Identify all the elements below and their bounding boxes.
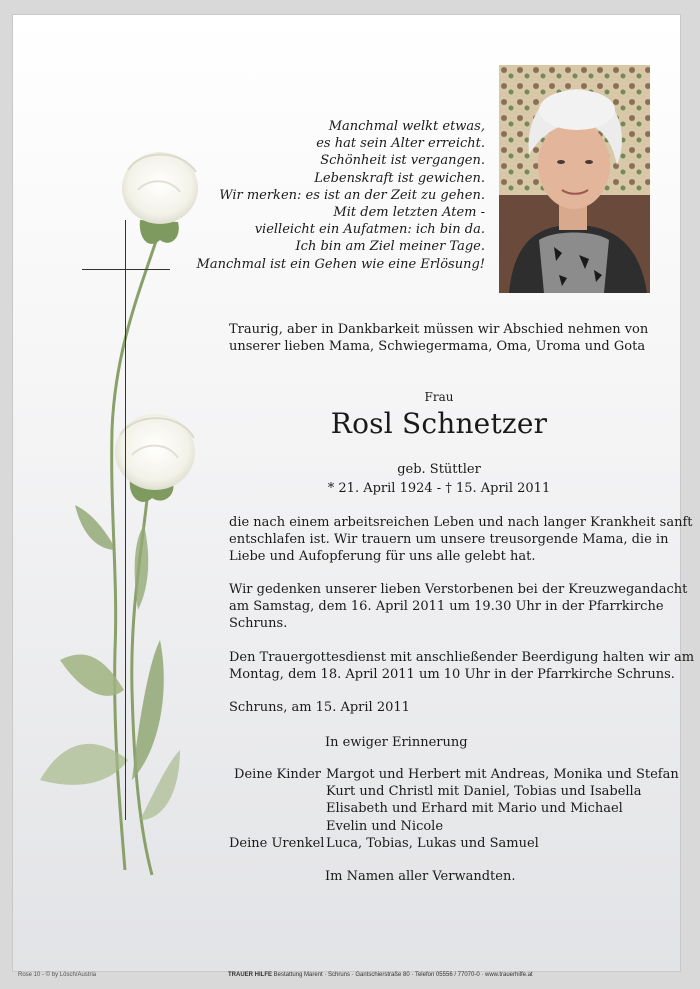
poem-line: es hat sein Alter erreicht. <box>316 136 485 152</box>
memorial-line: am Samstag, dem 16. April 2011 um 19.30 Uhr in der Pfarrkirche <box>229 599 664 614</box>
mourner-line: Evelin und Nicole <box>326 818 444 834</box>
relatives-line: Im Namen aller Verwandten. <box>325 869 516 884</box>
footer-details: Bestattung Marent · Schruns · Gantschierstraße 80 · Telefon 05556 / 77070-0 · www.trauerhilfe.at <box>273 972 533 978</box>
body-line: entschlafen ist. Wir trauern um unsere treusorgende Mama, die in <box>229 532 669 547</box>
born-name: geb. Stüttler <box>397 462 481 477</box>
mourner-line: Luca, Tobias, Lukas und Samuel <box>326 835 539 851</box>
life-dates: * 21. April 1924 - † 15. April 2011 <box>327 481 551 496</box>
mourner-group-label: Deine Kinder <box>234 767 321 782</box>
portrait-photo <box>499 65 650 293</box>
mourner-line: Margot und Herbert mit Andreas, Monika und Stefan <box>326 767 679 782</box>
poem <box>125 118 485 273</box>
footer-brand: TRAUER HILFE <box>228 972 272 978</box>
poem-line: vielleicht ein Aufatmen: ich bin da. <box>254 222 485 238</box>
footer-credit: Rose 10 - © by Lösch/Austria <box>18 972 97 978</box>
mourner-group <box>229 766 679 835</box>
body-line: die nach einem arbeitsreichen Leben und nach langer Krankheit sanft <box>229 515 693 530</box>
place-date: Schruns, am 15. April 2011 <box>229 700 410 715</box>
mourner-line: Kurt und Christl mit Daniel, Tobias und Isabella <box>326 784 642 800</box>
mourner-names <box>321 766 679 835</box>
footer-info <box>228 972 533 978</box>
funeral-line: Den Trauergottesdienst mit anschließender Beerdigung halten wir am <box>229 650 695 665</box>
intro-paragraph <box>229 321 649 355</box>
mourner-names <box>321 835 539 852</box>
poem-line: Lebenskraft ist gewichen. <box>314 170 485 186</box>
poem-line: Ich bin am Ziel meiner Tage. <box>295 239 485 255</box>
funeral-paragraph <box>229 649 695 683</box>
memorial-line: Schruns. <box>229 616 288 631</box>
remembrance-line: In ewiger Erinnerung <box>325 735 468 750</box>
mourners-list <box>229 766 679 852</box>
poem-line: Manchmal ist ein Gehen wie eine Erlösung! <box>196 256 485 272</box>
deceased-name: Rosl Schnetzer <box>330 407 548 440</box>
intro-line: unserer lieben Mama, Schwiegermama, Oma, Uroma und Gota <box>229 339 646 354</box>
mourner-line: Elisabeth und Erhard mit Mario und Michael <box>326 801 623 817</box>
poem-line: Schönheit ist vergangen. <box>320 153 485 169</box>
mourner-group <box>229 835 679 852</box>
body-line: Liebe und Aufopferung für uns alle gelebt hat. <box>229 549 536 564</box>
funeral-line: Montag, dem 18. April 2011 um 10 Uhr in der Pfarrkirche Schruns. <box>229 667 675 682</box>
intro-line: Traurig, aber in Dankbarkeit müssen wir Abschied nehmen von <box>229 322 649 337</box>
poem-line: Mit dem letzten Atem - <box>333 205 485 221</box>
cross-vertical-line <box>125 220 126 820</box>
body-paragraph <box>229 514 693 565</box>
mourner-group-label: Deine Urenkel <box>229 835 325 851</box>
poem-line: Wir merken: es ist an der Zeit zu gehen. <box>219 187 485 203</box>
salutation: Frau <box>424 390 454 404</box>
memorial-paragraph <box>229 581 688 632</box>
poem-line: Manchmal welkt etwas, <box>328 119 485 134</box>
memorial-line: Wir gedenken unserer lieben Verstorbenen bei der Kreuzwegandacht <box>229 582 688 597</box>
